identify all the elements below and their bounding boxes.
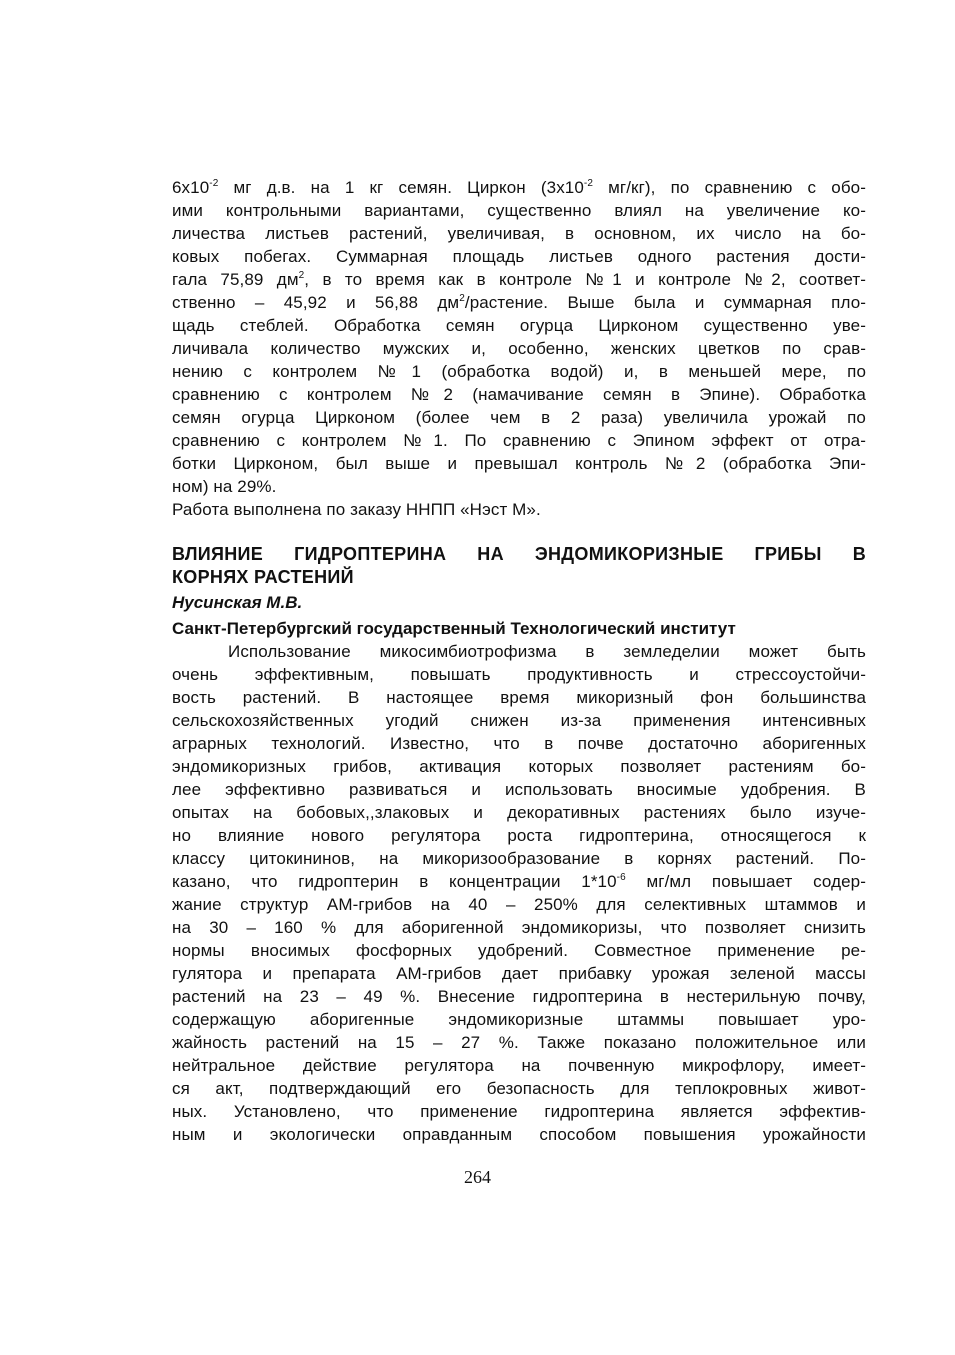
article-line: гулятора и препарата АМ-грибов дает прибавку урожая зеленой массы	[172, 964, 866, 983]
intro-line: $6x10^{-2}$ мг д.в. на 1 кг семян. Циркон ($3x10^{-2}$ мг/кг), по сравнению с обо-	[172, 178, 866, 197]
article-line: нейтральное действие регулятора на почвенную микрофлору, имеет-	[172, 1056, 866, 1075]
article-line: сельскохозяйственных угодий снижен из-за применения интенсивных	[172, 711, 866, 730]
intro-line: семян огурца Цирконом (более чем в 2 раза) увеличила урожай по	[172, 408, 866, 427]
article-line: растений на 23 – 49 %. Внесение гидроптерина в нестерильную почву,	[172, 987, 866, 1006]
article-institute: Санкт-Петербургский государственный Технологический институт	[172, 619, 736, 638]
article-line: Использование микосимбиотрофизма в земледелии может быть	[228, 642, 866, 661]
intro-line: нению с контролем №1 (обработка водой) и, в меньшей мере, по	[172, 362, 866, 381]
article-line: аграрных технологий. Известно, что в почве достаточно аборигенных	[172, 734, 866, 753]
article-line: очень эффективным, повышать продуктивность и стрессоустойчи-	[172, 665, 866, 684]
article-paragraph	[172, 640, 866, 1146]
intro-line: личивала количество мужских и, особенно, женских цветков по срав-	[172, 339, 866, 358]
article-line: нормы вносимых фосфорных удобрений. Совместное применение ре-	[172, 941, 866, 960]
article-line: жайность растений на 15 – 27 %. Также показано положительное или	[172, 1033, 866, 1052]
intro-line: сравнению с контролем №2 (намачивание семян в Эпине). Обработка	[172, 385, 866, 404]
intro-paragraph	[172, 176, 866, 498]
article-line: ся акт, подтверждающий его безопасность для теплокровных живот-	[172, 1079, 866, 1098]
page-number: 264	[464, 1167, 491, 1187]
article-line: эндомикоризных грибов, активация которых позволяет растениям бо-	[172, 757, 866, 776]
article-line: опытах на бобовых,,злаковых и декоративных растениях было изуче-	[172, 803, 866, 822]
intro-line: ботки Цирконом, был выше и превышал контроль №2 (обработка Эпи-	[172, 454, 866, 473]
intro-line: ном) на 29%.	[172, 477, 277, 496]
article-line: лее эффективно развиваться и использовать вносимые удобрения. В	[172, 780, 866, 799]
article-line: вость растений. В настоящее время микоризный фон большинства	[172, 688, 866, 707]
article-line: классу цитокининов, на микоризообразование в корнях растений. По-	[172, 849, 866, 868]
article-line: ных. Установлено, что применение гидроптерина является эффектив-	[172, 1102, 866, 1121]
article-line: на 30 – 160 % для аборигенной эндомикоризы, что позволяет снизить	[172, 918, 866, 937]
article-author: Нусинская М.В.	[172, 593, 303, 612]
page-content	[172, 176, 866, 1146]
article-title-line-2: КОРНЯХ РАСТЕНИЙ	[172, 567, 354, 587]
intro-line: ковых побегах. Суммарная площадь листьев одного растения дости-	[172, 247, 866, 266]
article-line: содержащую аборигенные эндомикоризные штаммы повышает уро-	[172, 1010, 866, 1029]
intro-line: щадь стеблей. Обработка семян огурца Цирконом существенно уве-	[172, 316, 866, 335]
article-section	[172, 543, 866, 1146]
article-line: но влияние нового регулятора роста гидроптерина, относящегося к	[172, 826, 866, 845]
intro-line: сравнению с контролем №1. По сравнению с Эпином эффект от отра-	[172, 431, 866, 450]
article-title-line-1: ВЛИЯНИЕ ГИДРОПТЕРИНА НА ЭНДОМИКОРИЗНЫЕ ГРИБЫ В	[172, 544, 866, 564]
acknowledgement-line: Работа выполнена по заказу ННПП «Нэст М».	[172, 500, 541, 519]
article-line: жание структур АМ-грибов на 40 – 250% для селективных штаммов и	[172, 895, 866, 914]
article-line: казано, что гидроптерин в концентрации $1*10^{-6}$ мг/мл повышает содер-	[172, 872, 866, 891]
intro-line: гала 75,89 $дм^2$, в то время как в контроле №1 и контроле №2, соответ-	[172, 270, 866, 289]
article-line: ным и экологически оправданным способом повышения урожайности	[172, 1125, 866, 1144]
intro-line: ственно – 45,92 и 56,88 $дм^2$/растение. Выше была и суммарная пло-	[172, 293, 867, 312]
intro-line: ими контрольными вариантами, существенно влиял на увеличение ко-	[172, 201, 866, 220]
intro-line: личества листьев растений, увеличивая, в основном, их число на бо-	[172, 224, 866, 243]
